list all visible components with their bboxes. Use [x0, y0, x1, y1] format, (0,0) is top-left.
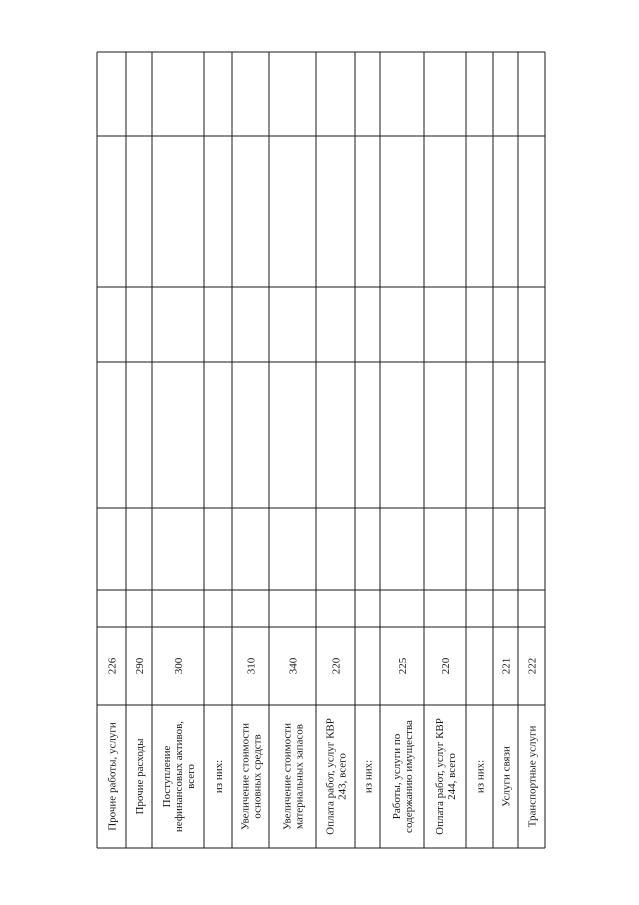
- table-row: [475, 760, 487, 793]
- row-code-text: 290: [134, 657, 146, 675]
- row-name-text: Работы, услуги по: [391, 733, 403, 820]
- row-name-text: Прочие расходы: [134, 738, 146, 815]
- row-code-text: 226: [106, 657, 119, 675]
- row-code-text: 222: [526, 657, 539, 675]
- row-name-text: Поступление: [161, 745, 173, 808]
- row-name-text: нефинансовых активов,: [173, 720, 185, 833]
- row-code-text: 220: [330, 657, 343, 675]
- row-name-text: 244, всего: [446, 753, 458, 800]
- table-row: [213, 760, 225, 793]
- row-name-text: основных средств: [251, 734, 264, 819]
- row-name-text: Увеличение стоимости: [239, 723, 252, 830]
- row-name-text: всего: [185, 764, 197, 789]
- row-name-text: из них:: [362, 759, 375, 794]
- row-name-text: Оплата работ, услуг КВР: [324, 718, 337, 835]
- row-name-text: Увеличение стоимости: [281, 723, 294, 830]
- row-code-text: 221: [500, 657, 513, 675]
- row-name-text: материальных запасов: [293, 724, 306, 829]
- row-name-text: из них:: [474, 759, 487, 794]
- row-code-text: 225: [397, 657, 409, 675]
- row-code-text: 300: [173, 657, 185, 675]
- row-code-text: 220: [440, 657, 452, 675]
- row-name-text: 243, всего: [336, 753, 349, 800]
- row-name-text: из них:: [213, 759, 225, 794]
- table-row: [363, 760, 375, 793]
- row-code-text: 310: [245, 657, 258, 675]
- row-name-text: Оплата работ, услуг КВР: [434, 718, 446, 835]
- row-code-text: 340: [287, 657, 300, 675]
- row-name-text: содержанию имущества: [403, 720, 415, 833]
- row-name-text: Прочие работы, услуги: [106, 722, 119, 831]
- row-name-text: Транспортные услуги: [526, 725, 539, 828]
- row-name-text: Услуги связи: [500, 746, 513, 807]
